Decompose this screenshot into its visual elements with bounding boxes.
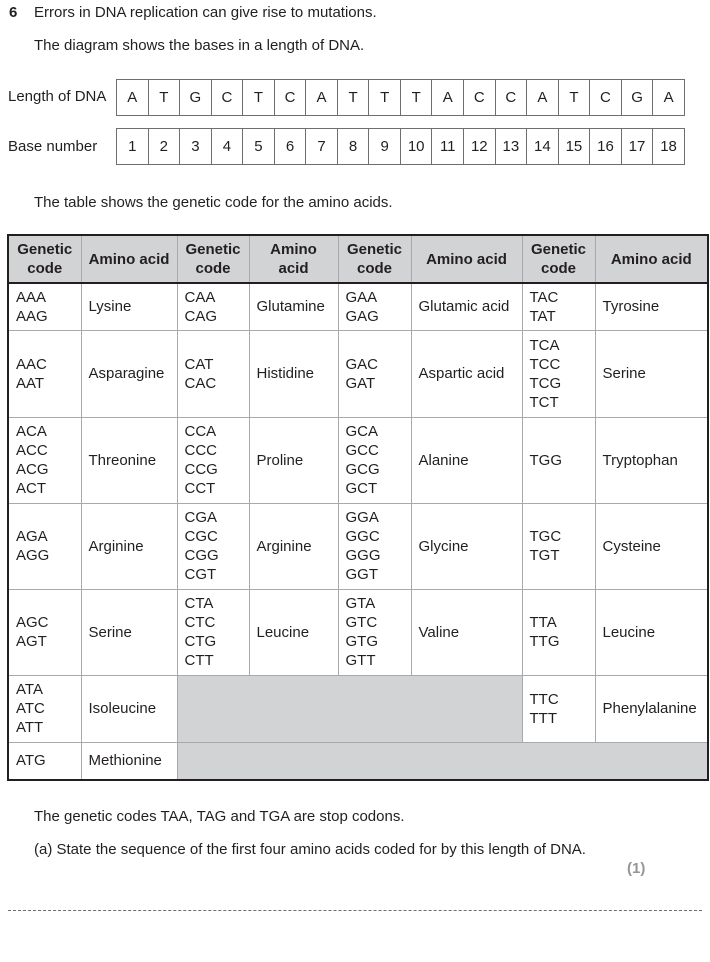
amino-acid-cell: Arginine (81, 503, 177, 589)
dna-base-cell: C (274, 80, 306, 116)
genetic-code-cell: GAA GAG (338, 283, 411, 330)
code-table-row (8, 417, 708, 503)
genetic-code-cell: TGC TGT (522, 503, 595, 589)
genetic-code-cell: GGA GGC GGG GGT (338, 503, 411, 589)
code-table-row (8, 330, 708, 417)
amino-acid-cell: Glycine (411, 503, 522, 589)
genetic-code-cell: CAT CAC (177, 330, 249, 417)
code-table-row (8, 589, 708, 675)
amino-acid-cell: Leucine (595, 589, 708, 675)
base-number-cell: 4 (211, 129, 243, 165)
amino-acid-cell: Serine (81, 589, 177, 675)
dna-bases-strip (116, 79, 685, 116)
dna-base-cell: T (337, 80, 369, 116)
genetic-code-cell: TCA TCC TCG TCT (522, 330, 595, 417)
answer-line[interactable] (8, 910, 702, 911)
base-number-cell: 5 (243, 129, 275, 165)
code-table-row (8, 742, 708, 780)
base-number-cell: 18 (653, 129, 685, 165)
question-part-a: (a) State the sequence of the first four amino acids coded for by this length of DNA. (34, 841, 586, 858)
dna-base-cell: A (527, 80, 559, 116)
base-number-cell: 12 (464, 129, 496, 165)
genetic-code-cell: CAA CAG (177, 283, 249, 330)
genetic-code-header: Genetic code (338, 235, 411, 283)
amino-acid-cell: Alanine (411, 417, 522, 503)
base-number-cell: 2 (148, 129, 180, 165)
genetic-code-header: Genetic code (8, 235, 81, 283)
diagram-description: The diagram shows the bases in a length of DNA. (34, 37, 365, 54)
amino-acid-cell: Leucine (249, 589, 338, 675)
amino-acid-cell: Methionine (81, 742, 177, 780)
table-description: The table shows the genetic code for the amino acids. (34, 194, 393, 211)
genetic-code-cell: CTA CTC CTG CTT (177, 589, 249, 675)
base-number-cell: 10 (400, 129, 432, 165)
genetic-code-cell: GCA GCC GCG GCT (338, 417, 411, 503)
amino-acid-cell: Glutamine (249, 283, 338, 330)
amino-acid-cell: Tryptophan (595, 417, 708, 503)
dna-base-cell: A (653, 80, 685, 116)
genetic-code-cell: ACA ACC ACG ACT (8, 417, 81, 503)
amino-acid-cell: Aspartic acid (411, 330, 522, 417)
dna-base-cell: A (306, 80, 338, 116)
dna-base-cell: C (590, 80, 622, 116)
base-number-cell: 3 (180, 129, 212, 165)
question-number: 6 (9, 4, 18, 21)
genetic-code-header: Genetic code (177, 235, 249, 283)
length-of-dna-label: Length of DNA (8, 88, 107, 105)
genetic-code-header: Genetic code (522, 235, 595, 283)
amino-acid-cell: Histidine (249, 330, 338, 417)
amino-acid-cell: Proline (249, 417, 338, 503)
amino-acid-cell: Asparagine (81, 330, 177, 417)
genetic-code-table (7, 234, 709, 781)
amino-acid-cell: Cysteine (595, 503, 708, 589)
amino-acid-cell: Isoleucine (81, 675, 177, 742)
genetic-code-cell: CCA CCC CCG CCT (177, 417, 249, 503)
question-intro: Errors in DNA replication can give rise to mutations. (34, 4, 377, 21)
amino-acid-cell: Lysine (81, 283, 177, 330)
genetic-code-cell: AAC AAT (8, 330, 81, 417)
dna-base-cell: T (400, 80, 432, 116)
genetic-code-cell: TTC TTT (522, 675, 595, 742)
amino-acid-header: Amino acid (595, 235, 708, 283)
code-table-row (8, 675, 708, 742)
base-number-cell: 13 (495, 129, 527, 165)
amino-acid-cell: Arginine (249, 503, 338, 589)
dna-base-cell: A (117, 80, 149, 116)
genetic-code-cell: GAC GAT (338, 330, 411, 417)
amino-acid-header: Amino acid (81, 235, 177, 283)
amino-acid-cell: Glutamic acid (411, 283, 522, 330)
base-number-cell: 1 (117, 129, 149, 165)
stop-codons-note: The genetic codes TAA, TAG and TGA are stop codons. (34, 808, 405, 825)
amino-acid-header: Amino acid (411, 235, 522, 283)
amino-acid-cell: Valine (411, 589, 522, 675)
dna-base-cell: A (432, 80, 464, 116)
shaded-empty-cell (177, 742, 708, 780)
base-number-cell: 7 (306, 129, 338, 165)
genetic-code-cell: AGC AGT (8, 589, 81, 675)
amino-acid-cell: Phenylalanine (595, 675, 708, 742)
dna-base-cell: C (211, 80, 243, 116)
amino-acid-cell: Tyrosine (595, 283, 708, 330)
base-number-cell: 17 (621, 129, 653, 165)
dna-base-cell: T (558, 80, 590, 116)
base-number-cell: 11 (432, 129, 464, 165)
dna-base-cell: T (148, 80, 180, 116)
genetic-code-cell: TGG (522, 417, 595, 503)
dna-base-cell: T (369, 80, 401, 116)
dna-base-cell: G (621, 80, 653, 116)
dna-base-cell: C (464, 80, 496, 116)
base-number-cell: 14 (527, 129, 559, 165)
base-number-cell: 6 (274, 129, 306, 165)
code-table-row (8, 503, 708, 589)
base-number-cell: 16 (590, 129, 622, 165)
base-number-cell: 8 (337, 129, 369, 165)
base-number-cell: 15 (558, 129, 590, 165)
base-numbers-strip (116, 128, 685, 165)
genetic-code-cell: AGA AGG (8, 503, 81, 589)
genetic-code-cell: GTA GTC GTG GTT (338, 589, 411, 675)
amino-acid-cell: Threonine (81, 417, 177, 503)
dna-base-cell: T (243, 80, 275, 116)
genetic-code-cell: TAC TAT (522, 283, 595, 330)
genetic-code-cell: CGA CGC CGG CGT (177, 503, 249, 589)
base-number-label: Base number (8, 138, 98, 155)
genetic-code-cell: ATA ATC ATT (8, 675, 81, 742)
amino-acid-cell: Serine (595, 330, 708, 417)
dna-base-cell: G (180, 80, 212, 116)
marks-indicator: (1) (627, 860, 646, 877)
dna-base-cell: C (495, 80, 527, 116)
genetic-code-cell: ATG (8, 742, 81, 780)
amino-acid-header: Amino acid (249, 235, 338, 283)
genetic-code-cell: TTA TTG (522, 589, 595, 675)
base-number-cell: 9 (369, 129, 401, 165)
genetic-code-cell: AAA AAG (8, 283, 81, 330)
shaded-empty-cell (177, 675, 522, 742)
code-table-row (8, 283, 708, 330)
